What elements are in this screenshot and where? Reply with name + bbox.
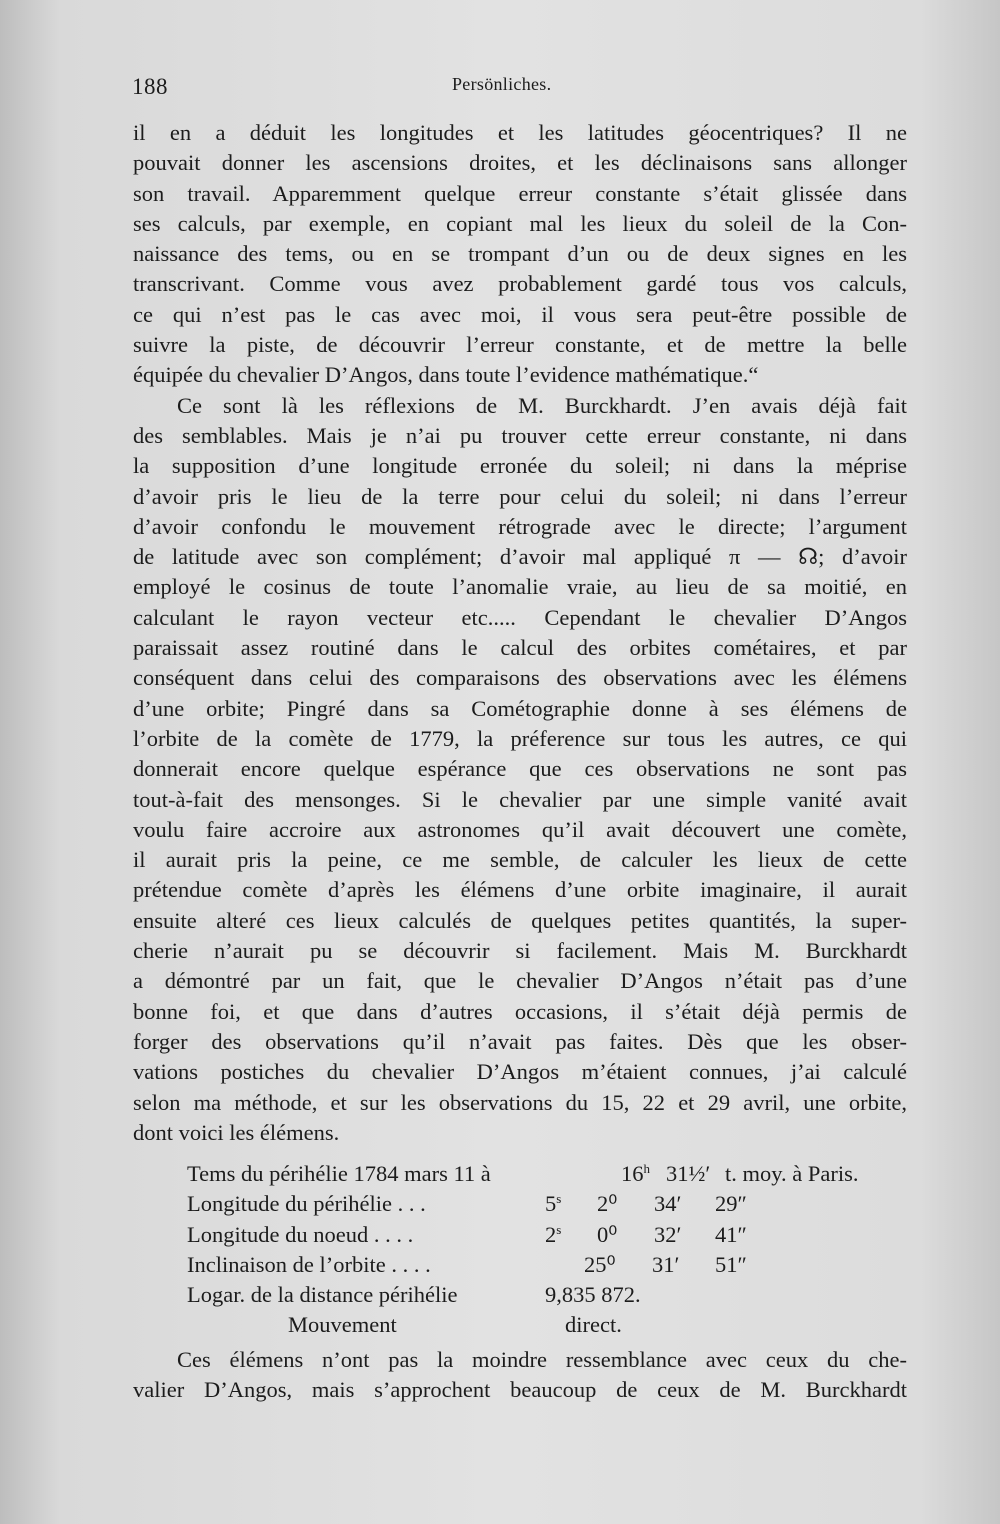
running-title: Persönliches. (452, 74, 552, 94)
text-line: ses calculs, par exemple, en copiant mal les lieux du soleil de la Con- (133, 210, 907, 236)
text-line: d’une orbite; Pingré dans sa Cométographie donne à ses élémens de (133, 695, 907, 721)
text-line: selon ma méthode, et sur les observations du 15, 22 et 29 avril, une orbite, (133, 1089, 907, 1115)
element-value: 31½′ (666, 1161, 711, 1186)
text-line: il aurait pris la peine, ce me semble, de calculer les lieux de cette (133, 847, 907, 873)
element-label: Longitude du noeud . . . . (187, 1221, 414, 1247)
element-row-inclination (187, 1250, 907, 1280)
element-value: 5$^s$ (545, 1191, 562, 1217)
text-line: voulu faire accroire aux astronomes qu’il avait découvert une comète, (133, 816, 907, 842)
paragraph-3 (133, 1345, 907, 1406)
text-line: d’avoir confondu le mouvement rétrograde avec le directe; l’argument (133, 513, 907, 539)
text-line: calculant le rayon vecteur etc..... Cependant le chevalier D’Angos (133, 604, 907, 630)
text-line: donnerait encore quelque espérance que ces observations ne sont pas (133, 756, 907, 782)
text-line: vations postiches du chevalier D’Angos m’étaient connues, j’ai calculé (133, 1059, 907, 1085)
element-value: 31′ (652, 1251, 680, 1277)
text-line: Ce sont là les réflexions de M. Burckhardt. J’en avais déjà fait (177, 392, 907, 418)
text-line: il en a déduit les longitudes et les latitudes géocentriques? Il ne (133, 120, 907, 145)
text-line: pouvait donner les ascensions droites, et les déclinaisons sans allonger (133, 150, 907, 176)
text-line: tout-à-fait des mensonges. Si le chevalier par une simple vanité avait (133, 786, 907, 812)
text-line: d’avoir pris le lieu de la terre pour celui du soleil; ni dans l’erreur (133, 483, 907, 509)
element-row-perihelion-longitude (187, 1189, 907, 1219)
text-line: valier D’Angos, mais s’approchent beaucoup de ceux de M. Burckhardt (133, 1377, 907, 1403)
paragraph-1 (133, 118, 907, 391)
orbital-elements-table (187, 1159, 907, 1341)
element-value: 25⁰ (584, 1251, 616, 1277)
element-label: Logar. de la distance périhélie (187, 1282, 458, 1308)
text-line: la supposition d’une longitude erronée du soleil; ni dans la méprise (133, 453, 907, 479)
element-label: Longitude du périhélie . . . (187, 1191, 426, 1217)
element-value: 2$^s$ (545, 1221, 562, 1247)
element-value: 9,835 872. (545, 1282, 641, 1308)
text-line: transcrivant. Comme vous avez probablement gardé tous vos calculs, (133, 271, 907, 297)
text-line: ce qui n’est pas le cas avec moi, il vous sera peut-être possible de (133, 301, 907, 327)
text-line: bonne foi, et que dans d’autres occasions, il s’était déjà permis de (133, 998, 907, 1024)
body-text (133, 118, 907, 1148)
element-row-motion (187, 1310, 907, 1340)
text-line: conséquent dans celui des comparaisons des observations avec les élémens (133, 665, 907, 691)
text-line: naissance des tems, ou en se trompant d’un ou de deux signes en les (133, 241, 907, 267)
text-line: l’orbite de la comète de 1779, la préference sur tous les autres, ce qui (133, 725, 907, 751)
text-line: forger des observations qu’il n’avait pas faites. Dès que les obser- (133, 1028, 907, 1054)
element-row-log-distance (187, 1280, 907, 1310)
element-label: Mouvement (288, 1312, 397, 1338)
text-line: employé le cosinus de toute l’anomalie vraie, au lieu de sa moitié, en (133, 574, 907, 600)
text-line: ensuite alteré ces lieux calculés de quelques petites quantités, la super- (133, 907, 907, 933)
text-line: des semblables. Mais je n’ai pu trouver cette erreur constante, ni dans (133, 422, 907, 448)
element-value: 2⁰ (597, 1191, 618, 1217)
text-line: Ces élémens n’ont pas la moindre ressemblance avec ceux du che- (177, 1347, 907, 1372)
element-value: t. moy. à Paris. (725, 1161, 859, 1186)
element-value: 0⁰ (597, 1221, 618, 1247)
text-line: son travail. Apparemment quelque erreur constante s’était glissée dans (133, 180, 907, 206)
text-line: de latitude avec son complément; d’avoir mal appliqué π — ☊; d’avoir (133, 544, 907, 570)
element-value: 41″ (715, 1221, 747, 1247)
element-value: 29″ (715, 1191, 747, 1217)
text-line: cherie n’aurait pu se découvrir si facilement. Mais M. Burckhardt (133, 938, 907, 964)
paragraph-2 (133, 391, 907, 1148)
element-row-perihelion-time (187, 1159, 907, 1189)
element-value: 16$^h$ (621, 1161, 650, 1186)
element-value: 32′ (654, 1221, 682, 1247)
text-line: suivre la piste, de découvrir l’erreur constante, et de mettre la belle (133, 332, 907, 358)
element-label: Tems du périhélie 1784 mars 11 à (187, 1161, 491, 1186)
text-line: paraissait assez routiné dans le calcul des orbites cométaires, et par (133, 635, 907, 661)
page-number: 188 (132, 74, 168, 99)
page-header (130, 68, 910, 108)
element-value: 51″ (715, 1251, 747, 1277)
text-line: a démontré par un fait, que le chevalier D’Angos n’était pas d’une (133, 968, 907, 994)
text-line: prétendue comète d’après les élémens d’une orbite imaginaire, il aurait (133, 877, 907, 903)
element-label: Inclinaison de l’orbite . . . . (187, 1251, 431, 1277)
element-value: 34′ (654, 1191, 682, 1217)
text-line: équipée du chevalier D’Angos, dans toute l’evidence mathématique.“ (133, 362, 759, 388)
text-line: dont voici les élémens. (133, 1119, 340, 1145)
element-value: direct. (565, 1312, 622, 1338)
element-row-node-longitude (187, 1220, 907, 1250)
